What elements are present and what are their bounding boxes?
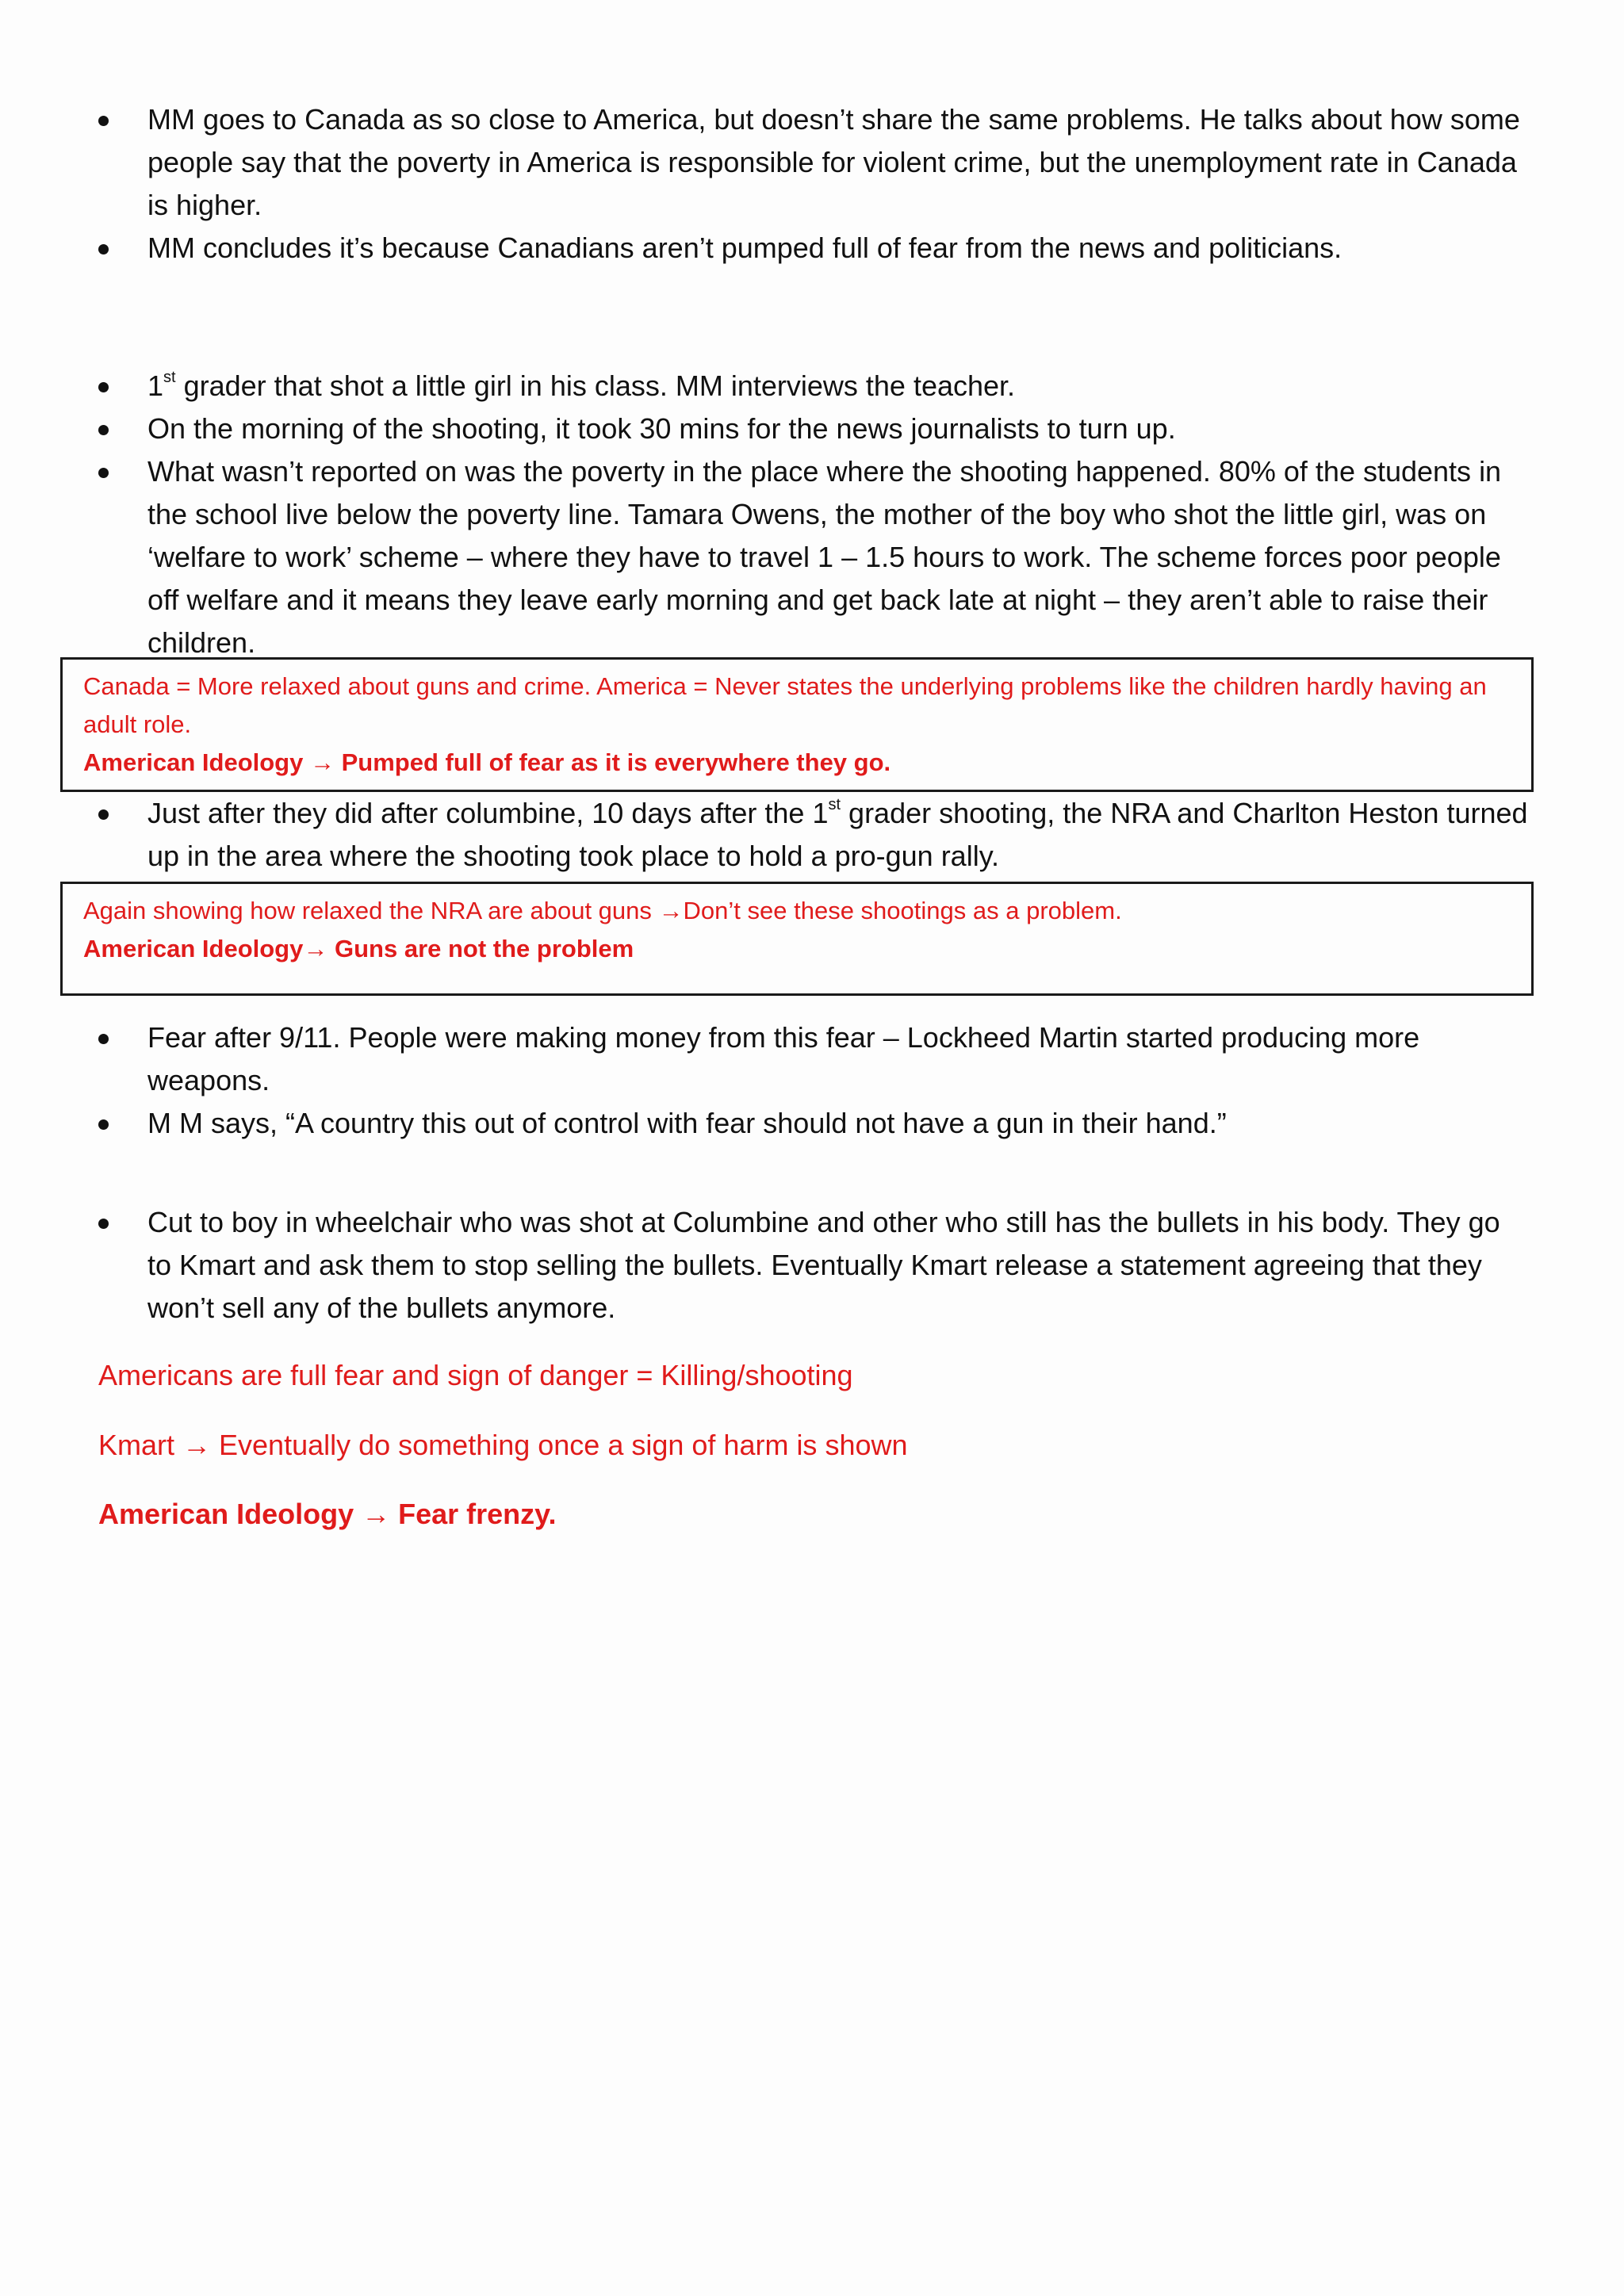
superscript-ordinal: st (163, 369, 176, 386)
list-item (0, 408, 1624, 450)
ideology-text: Pumped full of fear as it is everywhere they go. (341, 748, 891, 776)
bullet-icon (98, 382, 109, 392)
conclusion-line-kmart (98, 1424, 908, 1467)
bullet-icon (98, 425, 109, 435)
annotation-line (83, 892, 1511, 930)
arrow-right-icon: → (309, 748, 335, 776)
ideology-text: Fear frenzy. (390, 1498, 557, 1530)
list-item (0, 98, 1624, 227)
bullet-text: MM goes to Canada as so close to America, but doesn’t share the same problems. He talks about how some people say that the poverty in America is responsible for violent crime, but the unemployment rate in Canada is higher. (147, 103, 1520, 221)
list-item (0, 792, 1624, 878)
ideology-label: American Ideology (83, 748, 304, 776)
bullet-icon (98, 1219, 109, 1229)
ideology-label: American Ideology (83, 935, 304, 962)
annotation-text: Don’t see these shootings as a problem. (683, 897, 1122, 924)
superscript-ordinal: st (828, 796, 841, 813)
bullet-icon (98, 244, 109, 254)
arrow-right-icon: → (303, 935, 328, 962)
list-item (0, 1016, 1624, 1102)
annotation-text: Canada = More relaxed about guns and crime. America = Never states the underlying problems like the children hardly having an adult role. (83, 672, 1487, 738)
conclusion-line-ideology (98, 1493, 557, 1536)
bullet-list-kmart (0, 1201, 1624, 1330)
list-item (0, 1102, 1624, 1145)
annotation-box-canada (60, 657, 1534, 792)
bullet-icon (98, 468, 109, 478)
list-item (0, 227, 1624, 270)
bullet-text: Fear after 9/11. People were making money from this fear – Lockheed Martin started producing more weapons. (147, 1021, 1420, 1096)
bullet-icon (98, 809, 109, 820)
bullet-list-first-grader (0, 365, 1624, 664)
bullet-text: M M says, “A country this out of control with fear should not have a gun in their hand.” (147, 1107, 1227, 1139)
annotation-box-nra (60, 882, 1534, 996)
ideology-line (83, 930, 1511, 968)
bullet-list-fear-911 (0, 1016, 1624, 1145)
bullet-icon (98, 1034, 109, 1044)
arrow-right-icon: → (182, 1429, 212, 1461)
bullet-text: grader shooting, the NRA and Charlton Heston turned up in the area where the shooting took place to hold a pro-gun rally. (147, 797, 1528, 872)
bullet-list-nra-rally (0, 792, 1624, 878)
bullet-icon (98, 1119, 109, 1130)
list-item (0, 365, 1624, 408)
bullet-text-prefix: 1 (147, 369, 164, 402)
bullet-text: MM concludes it’s because Canadians aren’t pumped full of fear from the news and politicians. (147, 232, 1342, 264)
conclusion-line-fear: Americans are full fear and sign of danger = Killing/shooting (98, 1359, 853, 1391)
ideology-text: Guns are not the problem (334, 935, 634, 962)
bullet-list-canada (0, 98, 1624, 270)
annotation-text: Again showing how relaxed the NRA are about guns (83, 897, 659, 924)
bullet-text: Just after they did after columbine, 10 days after the 1 (147, 797, 829, 829)
list-item (0, 450, 1624, 664)
ideology-line (83, 744, 1511, 782)
bullet-icon (98, 116, 109, 126)
bullet-text: On the morning of the shooting, it took 30 mins for the news journalists to turn up. (147, 412, 1176, 445)
bullet-text: Cut to boy in wheelchair who was shot at Columbine and other who still has the bullets in his body. They go to Kmart and ask them to stop selling the bullets. Eventually Kmart release a statement agreeing that they won’t sell any of the bullets anymore. (147, 1206, 1500, 1324)
conclusion-text: Eventually do something once a sign of harm is shown (211, 1429, 908, 1461)
arrow-right-icon: → (658, 897, 684, 924)
bullet-text: grader that shot a little girl in his class. MM interviews the teacher. (175, 369, 1016, 402)
ideology-label: American Ideology (98, 1498, 362, 1530)
bullet-text: What wasn’t reported on was the poverty in the place where the shooting happened. 80% of the students in the school live below the poverty line. Tamara Owens, the mother of the boy who shot the little girl, was on ‘welfare to work’ scheme – where they have to travel 1 – 1.5 hours to work. The scheme forces poor people off welfare and it means they leave early morning and get back late at night – they aren’t able to raise their children. (147, 455, 1502, 659)
list-item (0, 1201, 1624, 1330)
arrow-right-icon: → (362, 1498, 391, 1530)
conclusion-label: Kmart (98, 1429, 183, 1461)
